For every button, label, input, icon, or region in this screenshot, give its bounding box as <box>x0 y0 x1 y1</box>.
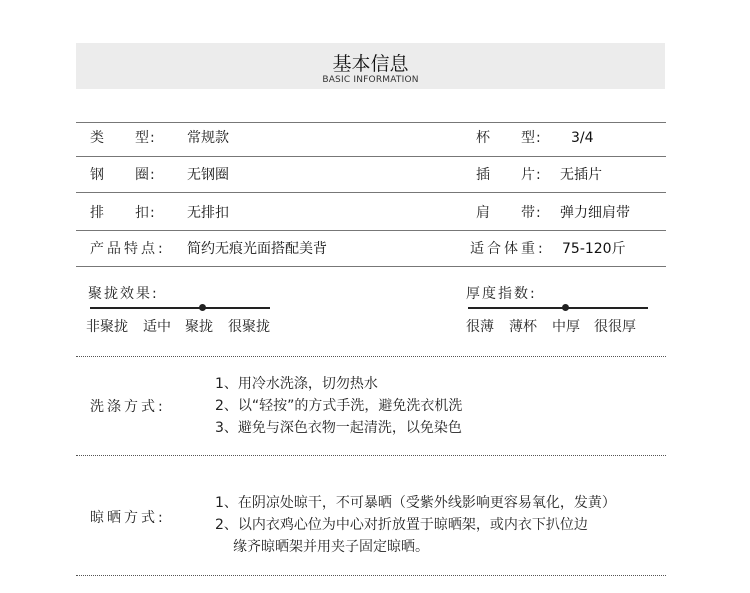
section-header <box>76 43 665 89</box>
steel-label: 钢 圈: <box>90 167 156 183</box>
feature-label: 产品特点: <box>90 241 166 257</box>
insert-value: 无插片 <box>560 167 602 183</box>
push-up-label: 聚拢效果: <box>88 286 159 302</box>
washing-line: 3、避免与深色衣物一起清洗，以免染色 <box>215 420 462 436</box>
push-up-scale-line <box>90 307 270 309</box>
steel-value: 无钢圈 <box>187 167 229 183</box>
thickness-option: 很很厚 <box>594 319 636 335</box>
dotted-divider <box>76 356 666 357</box>
clasp-value: 无排扣 <box>187 205 229 221</box>
push-up-option: 很聚拢 <box>228 319 270 335</box>
divider <box>76 230 666 231</box>
thickness-label: 厚度指数: <box>466 286 537 302</box>
insert-label: 插 片: <box>476 167 542 183</box>
push-up-option: 适中 <box>143 319 171 335</box>
thickness-option: 很薄 <box>466 319 494 335</box>
divider <box>76 192 666 193</box>
divider <box>76 156 666 157</box>
weight-label: 适合体重: <box>470 241 546 257</box>
divider <box>76 266 666 267</box>
thickness-scale-line <box>468 307 648 309</box>
weight-value: 75-120斤 <box>562 241 626 257</box>
thickness-option: 薄杯 <box>509 319 537 335</box>
drying-label: 晾晒方式: <box>90 510 166 526</box>
washing-line: 1、用冷水洗涤，切勿热水 <box>215 376 378 392</box>
drying-line: 1、在阴凉处晾干，不可暴晒（受紫外线影响更容易氧化，发黄） <box>215 495 616 511</box>
thickness-scale-marker <box>562 304 569 311</box>
section-subtitle: BASIC INFORMATION <box>322 75 419 85</box>
thickness-option: 中厚 <box>552 319 580 335</box>
feature-value: 简约无痕光面搭配美背 <box>187 241 327 257</box>
push-up-option: 非聚拢 <box>86 319 128 335</box>
type-value: 常规款 <box>187 130 229 146</box>
strap-label: 肩 带: <box>476 205 542 221</box>
strap-value: 弹力细肩带 <box>560 205 630 221</box>
drying-line: 2、以内衣鸡心位为中心对折放置于晾晒架，或内衣下扒位边 <box>215 517 588 533</box>
type-label: 类 型: <box>90 130 156 146</box>
dotted-divider <box>76 455 666 456</box>
push-up-option: 聚拢 <box>185 319 213 335</box>
drying-line: 缘齐晾晒架并用夹子固定晾晒。 <box>233 539 429 555</box>
washing-label: 洗涤方式: <box>90 399 166 415</box>
washing-line: 2、以“轻按”的方式手洗，避免洗衣机洗 <box>215 398 463 414</box>
clasp-label: 排 扣: <box>90 205 156 221</box>
dotted-divider <box>76 575 666 576</box>
push-up-scale-marker <box>199 304 206 311</box>
divider <box>76 122 666 123</box>
section-title: 基本信息 <box>332 53 409 75</box>
cup-label: 杯 型: <box>476 130 542 146</box>
cup-value: 3/4 <box>571 130 594 146</box>
